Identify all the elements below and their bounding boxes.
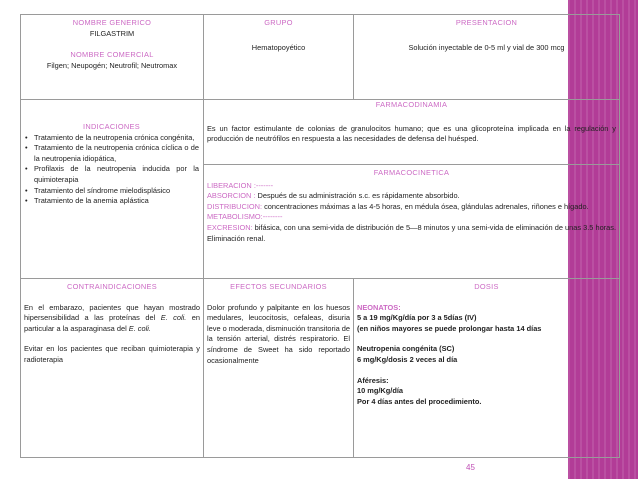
group-value: Hematopoyético [251,42,306,52]
liberation-label: LIBERACION :------- [207,180,274,190]
neonatal-label: NEONATOS: [357,302,401,312]
congenital-label: Neutropenia congénita (SC) [357,344,455,354]
generic-name-value: FILGASTRIM [89,28,135,38]
absorption-text: Después de su administración s.c. es rápidamente absorbido. [257,191,460,201]
indications-list [24,133,199,207]
dosage-header: DOSIS [474,282,499,291]
pharmacokinetics-header: FARMACOCINETICA [373,168,450,177]
contraindications-paragraph-2: Evitar en los pacientes que reciban quimioterapia y radioterapia [24,344,200,364]
contraindications-text-b: en particular a la asparaginasa del [24,313,200,333]
indications-cell [20,99,204,279]
metabolism-label: METABOLISMO:-------- [207,212,283,222]
congenital-dose: 6 mg/Kg/dosis 2 veces al día [357,354,458,364]
pharmacodynamics-header: FARMACODINAMIA [375,100,448,109]
page-number: 45 [466,463,475,472]
excretion-line [207,223,616,244]
list-item: • Tratamiento de la anemia aplástica [34,196,199,207]
organism-name: E. coli. [160,313,187,323]
generic-name-cell [20,14,204,100]
contraindications-cell [20,278,204,458]
neonatal-dose: 5 a 19 mg/Kg/día por 3 a 5días (IV) [357,313,477,323]
liberation-line [207,181,616,192]
absorption-line [207,191,616,202]
group-cell [203,14,354,100]
distribution-line [207,202,616,213]
commercial-name-value: Filgen; Neupogén; Neutrofil; Neutromax [46,60,178,70]
presentation-value: Solución inyectable de 0-5 ml y vial de 300 mcg [408,42,565,52]
indications-header: INDICACIONES [83,122,140,131]
apheresis-dose: 10 mg/Kg/día [357,386,403,396]
group-header: GRUPO [264,18,293,27]
neonatal-note: (en niños mayores se puede prolongar hasta 14 días [357,323,542,333]
side-effects-header: EFECTOS SECUNDARIOS [230,282,327,291]
commercial-name-header: NOMBRE COMERCIAL [70,50,154,60]
excretion-text: bifásica, con una semi-vida de distribución de 5—8 minutos y una semi-vida de eliminación de unas 3.5 horas. Eliminación renal. [207,222,616,243]
dosage-cell [353,278,620,458]
list-item: • Tratamiento de la neutropenia crónica congénita, [34,133,199,144]
pharmacokinetics-cell [203,164,620,279]
contraindications-paragraph-1 [24,303,200,335]
list-item: • Tratamiento del síndrome mielodisplásico [34,186,199,197]
distribution-label: DISTRIBUCION: [207,201,263,211]
pharmacodynamics-cell [203,99,620,165]
excretion-label: EXCRESION: [207,222,253,232]
contraindications-text-a: En el embarazo, pacientes que hayan mostrado hipersensibilidad a las proteínas del [24,302,200,323]
absorption-label: ABSORCION : [207,191,256,201]
distribution-text: concentraciones máximas a las 4-5 horas, en médula ósea, glándulas adrenales, riñones e hígado. [264,201,589,211]
contraindications-header: CONTRAINDICACIONES [67,282,157,291]
generic-name-header: NOMBRE GENERICO [72,18,152,27]
presentation-header: PRESENTACION [455,18,518,27]
side-effects-cell [203,278,354,458]
apheresis-note: Por 4 días antes del procedimiento. [357,396,482,406]
organism-name: E. coli. [128,323,151,333]
pharmacodynamics-text: Es un factor estimulante de colonias de granulocitos humano; que es una glicoproteína implicada en la regulación y producción de neutrófilos en respuesta a las necesidades de defensa del huésped. [207,123,616,144]
metabolism-line [207,212,616,223]
side-effects-text: Dolor profundo y palpitante en los huesos medulares, leucocitosis, cefaleas, disuria leve o moderada, disminución transitoria de la tensión arterial, distrés respiratorio. El síndrome de Sweet ha sido reportado ocasionalmente [207,302,350,365]
list-item: • Profilaxis de la neutropenia inducida por la quimioterapia [34,164,199,185]
presentation-cell [353,14,620,100]
apheresis-label: Aféresis: [357,375,389,385]
list-item: • Tratamiento de la neutropenia crónica cíclica o de la neutropenia idiopática, [34,143,199,164]
